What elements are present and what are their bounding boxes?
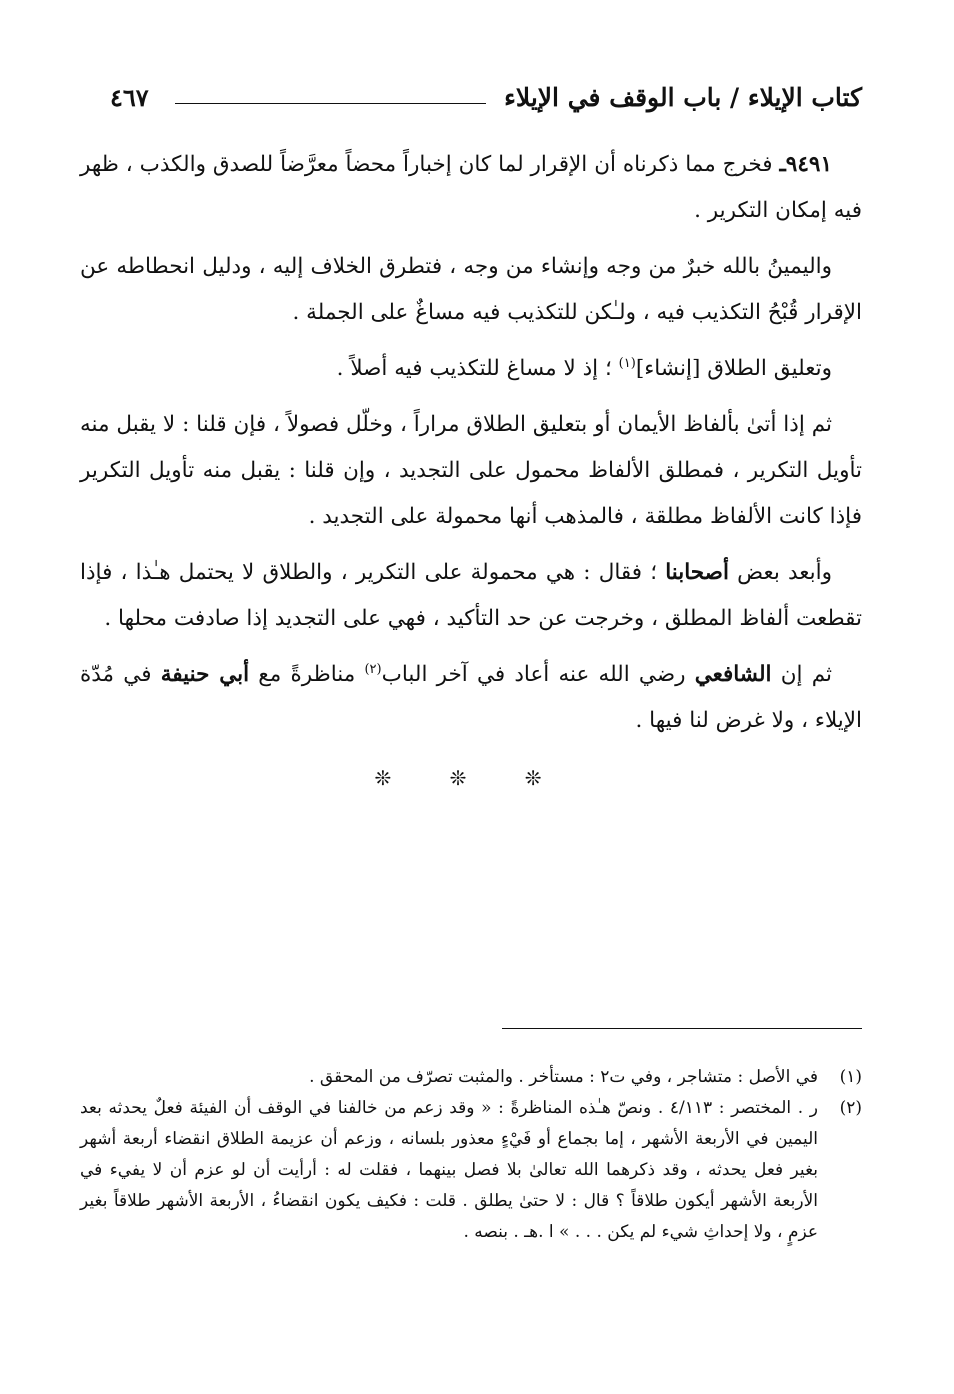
footnote-text: ر . المختصر : ٤/١١٣ . ونصّ هـٰذه المناظرةً : « وقد زعم من خالفنا في الوقف أن الفيئة فعلٌ يحدثه بعد اليمين في الأربعة الأشهر ، إما بجماع أو فَيْءٍ معذور بلسانه ، وزعم أن عزيمة الطلاق انقضاء أربعة أشهر بغير فعل يحدثه ، وقد ذكرهما الله تعالىٰ بلا فصل بينهما ، فقلت له : أرأيت أن لو عزم أن لا يفيء في الأربعة الأشهر أيكون طلاقاً ؟ قال : لا حتىٰ يطلق . قلت : فكيف يكون انقضاءُ ، الأربعة الأشهر طلاقاً بغير عزمٍ ، ولا إحداثِ شيء لم يكن . . . » ا .هـ . بنصه .: [80, 1098, 818, 1242]
paragraph-text: وتعليق الطلاق [إنشاء]: [635, 356, 832, 381]
paragraph-text: وأبعد بعض: [728, 560, 832, 585]
paragraph-shafii: [80, 652, 862, 744]
footnote-2: [80, 1093, 862, 1248]
footnote-ref-1[interactable]: (١): [618, 355, 636, 371]
paragraph-oath: [80, 244, 862, 336]
paragraph-companions: [80, 550, 862, 642]
footnotes: [80, 1062, 862, 1248]
paragraph-talaq: [80, 346, 862, 392]
header-rule: [175, 103, 487, 104]
bold-term: الشافعي: [694, 662, 772, 687]
paragraph-text: رضي الله عنه أعاد في آخر الباب: [381, 662, 695, 687]
document-page: [80, 70, 862, 1370]
footnote-number: (٢): [839, 1098, 862, 1118]
paragraph-number: ٩٤٩١ـ: [779, 152, 832, 177]
page-number: ٤٦٧: [110, 82, 149, 112]
footnote-number: (١): [839, 1067, 862, 1087]
footnote-text: في الأصل : متشاجر ، وفي ت٢ : مستأخر . والمثبت تصرّف من المحقق .: [309, 1067, 818, 1087]
paragraph-9491: [80, 142, 862, 234]
section-separator: ❊ ❊ ❊: [374, 766, 568, 790]
paragraph-text: واليمينُ بالله خبرٌ من وجه وإنشاء من وجه ، فتطرق الخلاف إليه ، ودليل انحطاطه عن الإقرار قُبْحُ التكذيب فيه ، ولـٰكن للتكذيب فيه مساغٌ على الجملة .: [80, 254, 862, 325]
footnote-1: [80, 1062, 862, 1093]
paragraph-text: ؛ فقال : هي محمولة على التكرير ، والطلاق لا يحتمل هـٰذا ، فإذا تقطعت ألفاظ المطلق ، وخرجت عن حد التأكيد ، فهي على التجديد إذا صادفت محلها .: [80, 560, 862, 631]
paragraph-text: في مُدّة الإيلاء ، ولا غرض لنا فيها .: [80, 662, 862, 733]
bold-term: أبي حنيفة: [160, 662, 250, 687]
paragraph-text: ثم إن: [771, 662, 832, 687]
paragraph-text: فخرج مما ذكرناه أن الإقرار لما كان إخباراً محضاً معرَّضاً للصدق والكذب ، ظهر فيه إمكان التكرير .: [80, 152, 862, 223]
running-header: [80, 70, 862, 124]
paragraph-text: ؛ إذ لا مساغ للتكذيب فيه أصلاً .: [336, 356, 619, 381]
main-text: [80, 142, 862, 790]
footnote-ref-2[interactable]: (٢): [364, 661, 382, 677]
bold-term: أصحابنا: [665, 560, 729, 585]
chapter-title: كتاب الإيلاء / باب الوقف في الإيلاء: [504, 82, 862, 112]
paragraph-text: ثم إذا أتىٰ بألفاظ الأيمان أو بتعليق الطلاق مراراً ، وخلّل فصولاً ، فإن قلنا : لا يقبل منه تأويل التكرير ، فمطلق الألفاظ محمول على التجديد ، وإن قلنا : يقبل منه تأويل التكرير فإذا كانت الألفاظ مطلقة ، فالمذهب أنها محمولة على التجديد .: [80, 412, 862, 529]
paragraph-text: مناظرةً مع: [249, 662, 365, 687]
footnote-rule: [502, 1028, 862, 1029]
paragraph-repetition: [80, 402, 862, 540]
